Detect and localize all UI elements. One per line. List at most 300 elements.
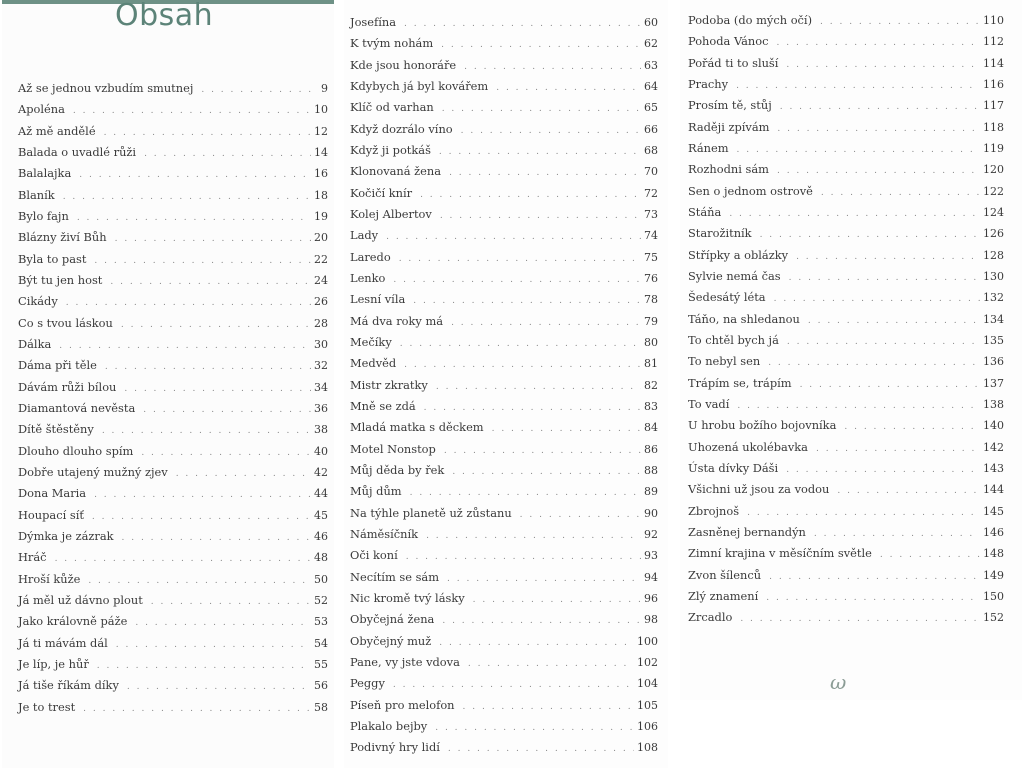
dot-leader bbox=[492, 419, 641, 440]
toc-entry-title: Zlý znamení bbox=[688, 588, 759, 603]
toc-entry bbox=[18, 291, 328, 312]
toc-entry-title: Dlouho dlouho spím bbox=[18, 443, 134, 458]
toc-entry bbox=[350, 97, 658, 118]
toc-entry bbox=[18, 249, 328, 270]
toc-entry-page-number: 26 bbox=[314, 295, 328, 309]
toc-entry bbox=[688, 138, 1004, 159]
toc-entry-page-number: 98 bbox=[644, 613, 658, 627]
toc-entry-page-number: 145 bbox=[983, 504, 1004, 518]
dot-leader bbox=[424, 398, 641, 419]
dot-leader bbox=[399, 249, 641, 270]
toc-entry-title: To vadí bbox=[688, 396, 730, 411]
toc-entry-title: Všichni už jsou za vodou bbox=[688, 482, 830, 497]
toc-entry-page-number: 142 bbox=[983, 440, 1004, 454]
dot-leader bbox=[127, 677, 311, 698]
dot-leader bbox=[769, 567, 980, 588]
toc-entry bbox=[350, 524, 658, 545]
toc-page-middle bbox=[344, 0, 668, 768]
toc-entry-title: Trápím se, trápím bbox=[688, 375, 792, 390]
toc-entry-page-number: 136 bbox=[983, 355, 1004, 369]
toc-entry-page-number: 28 bbox=[314, 316, 328, 330]
dot-leader bbox=[59, 336, 311, 357]
toc-entry bbox=[18, 675, 328, 696]
toc-entry-page-number: 53 bbox=[314, 615, 328, 629]
toc-entry bbox=[18, 206, 328, 227]
dot-leader bbox=[105, 357, 311, 378]
toc-entry bbox=[350, 247, 658, 268]
toc-entry bbox=[350, 353, 658, 374]
toc-entry-title: Pane, vy jste vdova bbox=[350, 654, 460, 669]
toc-entry bbox=[688, 330, 1004, 351]
dot-leader bbox=[393, 270, 641, 291]
toc-entry-title: Obyčejný muž bbox=[350, 633, 432, 648]
dot-leader bbox=[796, 247, 980, 268]
toc-entry-title: Pohoda Vánoc bbox=[688, 34, 769, 49]
toc-entry-title: Zvon šílenců bbox=[688, 567, 762, 582]
toc-entry-title: Klonovaná žena bbox=[350, 164, 442, 179]
toc-entry bbox=[18, 654, 328, 675]
toc-entry-title: Sen o jednom ostrově bbox=[688, 183, 813, 198]
toc-entry-title: Balalajka bbox=[18, 166, 72, 181]
toc-entry bbox=[350, 332, 658, 353]
toc-entry-page-number: 42 bbox=[314, 465, 328, 479]
dot-leader bbox=[79, 165, 311, 186]
toc-entry-page-number: 120 bbox=[983, 163, 1004, 177]
toc-entry bbox=[688, 181, 1004, 202]
toc-entry-title: Hroší kůže bbox=[18, 571, 81, 586]
toc-entry-page-number: 93 bbox=[644, 549, 658, 563]
dot-leader bbox=[121, 315, 311, 336]
dot-leader bbox=[122, 528, 311, 549]
toc-entry-page-number: 76 bbox=[644, 271, 658, 285]
toc-entry bbox=[350, 588, 658, 609]
dot-leader bbox=[774, 289, 980, 310]
toc-entry-title: Dobře utajený mužný zjev bbox=[18, 464, 168, 479]
toc-entry-page-number: 100 bbox=[637, 634, 658, 648]
toc-entry-page-number: 75 bbox=[644, 250, 658, 264]
toc-entry-title: Prosím tě, stůj bbox=[688, 98, 772, 113]
toc-entry-page-number: 102 bbox=[637, 655, 658, 669]
dot-leader bbox=[426, 526, 641, 547]
dot-leader bbox=[55, 549, 311, 570]
toc-entry bbox=[350, 503, 658, 524]
toc-entry bbox=[350, 673, 658, 694]
dot-leader bbox=[464, 57, 641, 78]
toc-entry-title: Klíč od varhan bbox=[350, 100, 434, 115]
toc-entry-title: To chtěl bych já bbox=[688, 332, 779, 347]
toc-entry-title: Na týhle planetě už zůstanu bbox=[350, 505, 512, 520]
toc-entry-title: Já ti mávám dál bbox=[18, 635, 108, 650]
toc-entry bbox=[688, 394, 1004, 415]
toc-entry-page-number: 68 bbox=[644, 143, 658, 157]
toc-entry-title: Lesní víla bbox=[350, 292, 406, 307]
toc-entry-page-number: 79 bbox=[644, 314, 658, 328]
dot-leader bbox=[115, 229, 311, 250]
toc-entry-page-number: 116 bbox=[983, 77, 1004, 91]
dot-leader bbox=[102, 421, 311, 442]
dot-leader bbox=[768, 353, 980, 374]
toc-entry-page-number: 38 bbox=[314, 423, 328, 437]
dot-leader bbox=[135, 613, 311, 634]
toc-entry-page-number: 52 bbox=[314, 593, 328, 607]
toc-entry bbox=[688, 245, 1004, 266]
toc-entry bbox=[350, 311, 658, 332]
toc-entry bbox=[350, 119, 658, 140]
toc-entry bbox=[350, 55, 658, 76]
toc-entry-page-number: 19 bbox=[314, 209, 328, 223]
toc-entry bbox=[350, 545, 658, 566]
toc-entry-page-number: 34 bbox=[314, 380, 328, 394]
toc-entry-title: Můj děda by řek bbox=[350, 462, 445, 477]
dot-leader bbox=[444, 441, 641, 462]
dot-leader bbox=[386, 227, 641, 248]
dot-leader bbox=[104, 123, 311, 144]
toc-entry bbox=[350, 161, 658, 182]
toc-entry-title: Raději zpívám bbox=[688, 119, 770, 134]
dot-leader bbox=[452, 462, 641, 483]
toc-entry bbox=[350, 140, 658, 161]
dot-leader bbox=[410, 483, 641, 504]
toc-entry-page-number: 104 bbox=[637, 677, 658, 691]
toc-entry-title: Starožitník bbox=[688, 226, 752, 241]
toc-entry-page-number: 137 bbox=[983, 376, 1004, 390]
toc-entry-title: Šedesátý léta bbox=[688, 290, 766, 305]
dot-leader bbox=[747, 503, 980, 524]
toc-entry-title: K tvým nohám bbox=[350, 36, 434, 51]
toc-entry-page-number: 94 bbox=[644, 570, 658, 584]
toc-entry-page-number: 44 bbox=[314, 487, 328, 501]
toc-entry-title: Co s tvou láskou bbox=[18, 315, 113, 330]
dot-leader bbox=[124, 379, 311, 400]
toc-entry-page-number: 146 bbox=[983, 525, 1004, 539]
toc-entry-title: Dávám růži bílou bbox=[18, 379, 117, 394]
toc-entry bbox=[350, 375, 658, 396]
toc-entry-page-number: 24 bbox=[314, 273, 328, 287]
toc-entry-title: Necítím se sám bbox=[350, 569, 440, 584]
toc-entry bbox=[688, 31, 1004, 52]
toc-entry-page-number: 81 bbox=[644, 357, 658, 371]
toc-entry-title: Dítě štěstěny bbox=[18, 422, 94, 437]
toc-entry bbox=[18, 355, 328, 376]
toc-entry bbox=[18, 633, 328, 654]
dot-leader bbox=[63, 187, 311, 208]
dot-leader bbox=[737, 140, 980, 161]
toc-entry bbox=[688, 415, 1004, 436]
toc-entry-title: Uhozená ukolébavka bbox=[688, 439, 808, 454]
toc-entry-page-number: 9 bbox=[321, 82, 328, 95]
dot-leader bbox=[94, 485, 311, 506]
toc-entry bbox=[688, 373, 1004, 394]
toc-entry bbox=[688, 95, 1004, 116]
toc-entry-title: U hrobu božího bojovníka bbox=[688, 418, 837, 433]
toc-entry bbox=[688, 53, 1004, 74]
toc-entry-page-number: 110 bbox=[983, 14, 1004, 27]
dot-leader bbox=[808, 311, 980, 332]
toc-entry-page-number: 55 bbox=[314, 657, 328, 671]
toc-entry-page-number: 54 bbox=[314, 636, 328, 650]
dot-leader bbox=[844, 417, 980, 438]
dot-leader bbox=[77, 208, 311, 229]
toc-entry-title: Hráč bbox=[18, 550, 47, 565]
dot-leader bbox=[736, 76, 980, 97]
dot-leader bbox=[94, 251, 311, 272]
toc-entry-page-number: 63 bbox=[644, 58, 658, 72]
toc-entry bbox=[350, 652, 658, 673]
toc-entry bbox=[18, 526, 328, 547]
toc-entry bbox=[350, 609, 658, 630]
toc-entry bbox=[18, 611, 328, 632]
toc-entry-title: Mečíky bbox=[350, 334, 392, 349]
toc-entry-page-number: 152 bbox=[983, 611, 1004, 625]
dot-leader bbox=[777, 33, 980, 54]
toc-page-left bbox=[2, 0, 334, 768]
toc-entry-page-number: 148 bbox=[983, 547, 1004, 561]
toc-entry bbox=[18, 547, 328, 568]
toc-entry-title: Pořád ti to sluší bbox=[688, 55, 779, 70]
toc-entry bbox=[688, 309, 1004, 330]
toc-entry bbox=[688, 287, 1004, 308]
toc-entry bbox=[350, 396, 658, 417]
dot-leader bbox=[821, 183, 980, 204]
toc-entry-title: Apoléna bbox=[18, 102, 65, 117]
dot-leader bbox=[777, 119, 980, 140]
toc-entry-title: Kolej Albertov bbox=[350, 206, 432, 221]
toc-entry bbox=[688, 501, 1004, 522]
toc-entry-title: Mně se zdá bbox=[350, 398, 416, 413]
toc-entry bbox=[350, 12, 658, 33]
dot-leader bbox=[393, 675, 634, 696]
toc-entry-page-number: 82 bbox=[644, 378, 658, 392]
toc-entry bbox=[688, 117, 1004, 138]
dot-leader bbox=[116, 635, 311, 656]
toc-entry-title: Laredo bbox=[350, 249, 391, 264]
toc-entry bbox=[350, 183, 658, 204]
toc-entry bbox=[18, 462, 328, 483]
toc-entry-title: Být tu jen host bbox=[18, 272, 103, 287]
toc-entry-page-number: 132 bbox=[983, 291, 1004, 305]
dot-leader bbox=[406, 547, 641, 568]
toc-entry bbox=[18, 185, 328, 206]
toc-entry-page-number: 122 bbox=[983, 184, 1004, 198]
dot-leader bbox=[88, 571, 311, 592]
toc-entry bbox=[350, 567, 658, 588]
toc-entry-page-number: 149 bbox=[983, 568, 1004, 582]
dot-leader bbox=[760, 225, 980, 246]
toc-entry-title: Má dva roky má bbox=[350, 313, 444, 328]
toc-entry-title: Bylo fajn bbox=[18, 208, 69, 223]
toc-entry bbox=[688, 437, 1004, 458]
flourish-ornament-icon: ω bbox=[830, 670, 847, 694]
dot-leader bbox=[789, 268, 980, 289]
toc-entry-page-number: 58 bbox=[314, 700, 328, 714]
toc-entry-title: Podoba (do mých očí) bbox=[688, 13, 813, 27]
toc-entry-title: Jako královně páže bbox=[18, 614, 128, 629]
toc-entry bbox=[688, 202, 1004, 223]
toc-entry bbox=[18, 590, 328, 611]
toc-entry-title: Diamantová nevěsta bbox=[18, 400, 136, 415]
dot-leader bbox=[201, 80, 318, 101]
toc-entry-page-number: 32 bbox=[314, 359, 328, 373]
toc-entry bbox=[18, 227, 328, 248]
dot-leader bbox=[66, 293, 311, 314]
toc-entry-title: Já měl už dávno plout bbox=[18, 592, 143, 607]
toc-entry bbox=[350, 268, 658, 289]
toc-entry-title: Prachy bbox=[688, 76, 729, 91]
dot-leader bbox=[737, 396, 980, 417]
toc-entry bbox=[350, 716, 658, 737]
page-title: Obsah bbox=[115, 0, 214, 33]
toc-entry-page-number: 135 bbox=[983, 333, 1004, 347]
dot-leader bbox=[837, 481, 980, 502]
toc-entry-page-number: 16 bbox=[314, 167, 328, 181]
toc-column-1 bbox=[18, 78, 328, 718]
toc-entry bbox=[18, 142, 328, 163]
toc-entry-page-number: 73 bbox=[644, 207, 658, 221]
dot-leader bbox=[786, 460, 980, 481]
toc-entry bbox=[350, 417, 658, 438]
toc-entry-title: Ústa dívky Dáši bbox=[688, 460, 779, 475]
dot-leader bbox=[176, 464, 311, 485]
toc-entry bbox=[688, 351, 1004, 372]
toc-entry-page-number: 118 bbox=[983, 120, 1004, 134]
toc-entry-page-number: 84 bbox=[644, 421, 658, 435]
toc-entry-title: Píseň pro melofon bbox=[350, 697, 455, 712]
dot-leader bbox=[729, 204, 980, 225]
dot-leader bbox=[449, 163, 641, 184]
dot-leader bbox=[496, 78, 641, 99]
toc-column-2 bbox=[350, 12, 658, 758]
toc-entry-page-number: 106 bbox=[637, 719, 658, 733]
toc-entry-title: Plakalo bejby bbox=[350, 718, 428, 733]
toc-entry-page-number: 90 bbox=[644, 506, 658, 520]
toc-entry-page-number: 64 bbox=[644, 79, 658, 93]
toc-entry bbox=[18, 419, 328, 440]
toc-entry-title: Až mě andělé bbox=[18, 123, 96, 138]
toc-entry-page-number: 48 bbox=[314, 551, 328, 565]
toc-entry-title: Peggy bbox=[350, 676, 385, 691]
dot-leader bbox=[820, 12, 980, 33]
toc-entry bbox=[688, 223, 1004, 244]
toc-entry-title: Houpací síť bbox=[18, 507, 84, 522]
dot-leader bbox=[520, 505, 641, 526]
toc-entry-page-number: 83 bbox=[644, 399, 658, 413]
dot-leader bbox=[404, 355, 641, 376]
toc-entry-title: Můj dům bbox=[350, 484, 402, 499]
toc-entry-page-number: 36 bbox=[314, 401, 328, 415]
toc-entry bbox=[688, 607, 1004, 628]
toc-entry-title: Dálka bbox=[18, 336, 52, 351]
toc-entry bbox=[688, 565, 1004, 586]
dot-leader bbox=[463, 697, 634, 718]
toc-entry-page-number: 130 bbox=[983, 269, 1004, 283]
toc-entry-page-number: 56 bbox=[314, 679, 328, 693]
toc-entry-page-number: 89 bbox=[644, 485, 658, 499]
dot-leader bbox=[880, 545, 980, 566]
toc-entry-page-number: 18 bbox=[314, 188, 328, 202]
toc-entry-title: Je to trest bbox=[18, 699, 76, 714]
dot-leader bbox=[451, 313, 641, 334]
toc-entry bbox=[688, 159, 1004, 180]
toc-entry-page-number: 70 bbox=[644, 165, 658, 179]
toc-entry bbox=[350, 460, 658, 481]
dot-leader bbox=[473, 590, 641, 611]
dot-leader bbox=[442, 99, 641, 120]
toc-entry bbox=[350, 439, 658, 460]
toc-entry-title: Zimní krajina v měsíčním světle bbox=[688, 546, 872, 561]
toc-entry-page-number: 80 bbox=[644, 335, 658, 349]
toc-entry-title: Dýmka je zázrak bbox=[18, 528, 114, 543]
toc-entry-page-number: 78 bbox=[644, 293, 658, 307]
dot-leader bbox=[83, 699, 311, 720]
toc-entry bbox=[18, 313, 328, 334]
toc-entry-page-number: 124 bbox=[983, 205, 1004, 219]
dot-leader bbox=[92, 507, 311, 528]
toc-entry bbox=[18, 377, 328, 398]
toc-entry-page-number: 72 bbox=[644, 186, 658, 200]
dot-leader bbox=[439, 633, 634, 654]
toc-entry bbox=[18, 78, 328, 99]
dot-leader bbox=[110, 272, 311, 293]
dot-leader bbox=[461, 121, 641, 142]
dot-leader bbox=[143, 400, 311, 421]
dot-leader bbox=[814, 524, 980, 545]
toc-entry-title: To nebyl sen bbox=[688, 354, 761, 369]
toc-entry-title: Mladá matka s děckem bbox=[350, 420, 484, 435]
toc-entry-title: Ránem bbox=[688, 140, 729, 155]
toc-entry-title: Mistr zkratky bbox=[350, 377, 428, 392]
toc-entry-title: Je líp, je hůř bbox=[18, 656, 89, 671]
toc-entry bbox=[688, 266, 1004, 287]
toc-entry bbox=[18, 99, 328, 120]
dot-leader bbox=[468, 654, 634, 675]
toc-entry-title: Když ji potkáš bbox=[350, 142, 431, 157]
toc-entry-title: Až se jednou vzbudím smutnej bbox=[18, 81, 194, 95]
dot-leader bbox=[144, 144, 311, 165]
dot-leader bbox=[777, 161, 980, 182]
toc-entry-title: Blázny živí Bůh bbox=[18, 230, 107, 245]
toc-entry-page-number: 50 bbox=[314, 572, 328, 586]
toc-entry bbox=[350, 33, 658, 54]
toc-entry-page-number: 108 bbox=[637, 741, 658, 755]
toc-entry-page-number: 88 bbox=[644, 463, 658, 477]
toc-entry-title: Lady bbox=[350, 228, 379, 243]
toc-entry-page-number: 119 bbox=[983, 141, 1004, 155]
toc-entry bbox=[18, 441, 328, 462]
dot-leader bbox=[435, 718, 634, 739]
toc-entry-page-number: 128 bbox=[983, 248, 1004, 262]
toc-entry-title: Cikády bbox=[18, 294, 58, 309]
toc-entry-title: Motel Nonstop bbox=[350, 441, 436, 456]
toc-entry-title: Josefína bbox=[350, 15, 396, 29]
dot-leader bbox=[447, 569, 641, 590]
dot-leader bbox=[413, 291, 641, 312]
toc-entry-page-number: 74 bbox=[644, 229, 658, 243]
dot-leader bbox=[97, 656, 311, 677]
toc-entry-page-number: 114 bbox=[983, 56, 1004, 70]
dot-leader bbox=[442, 611, 641, 632]
toc-entry bbox=[18, 398, 328, 419]
toc-entry-page-number: 12 bbox=[314, 124, 328, 138]
toc-entry bbox=[18, 121, 328, 142]
toc-entry-title: Stáňa bbox=[688, 204, 722, 219]
toc-entry bbox=[350, 225, 658, 246]
toc-entry-title: Zbrojnoš bbox=[688, 503, 740, 518]
toc-entry-title: Rozhodni sám bbox=[688, 162, 769, 177]
toc-entry-title: Blaník bbox=[18, 187, 55, 202]
toc-entry bbox=[350, 289, 658, 310]
dot-leader bbox=[420, 185, 641, 206]
toc-entry-title: Kde jsou honoráře bbox=[350, 57, 457, 72]
